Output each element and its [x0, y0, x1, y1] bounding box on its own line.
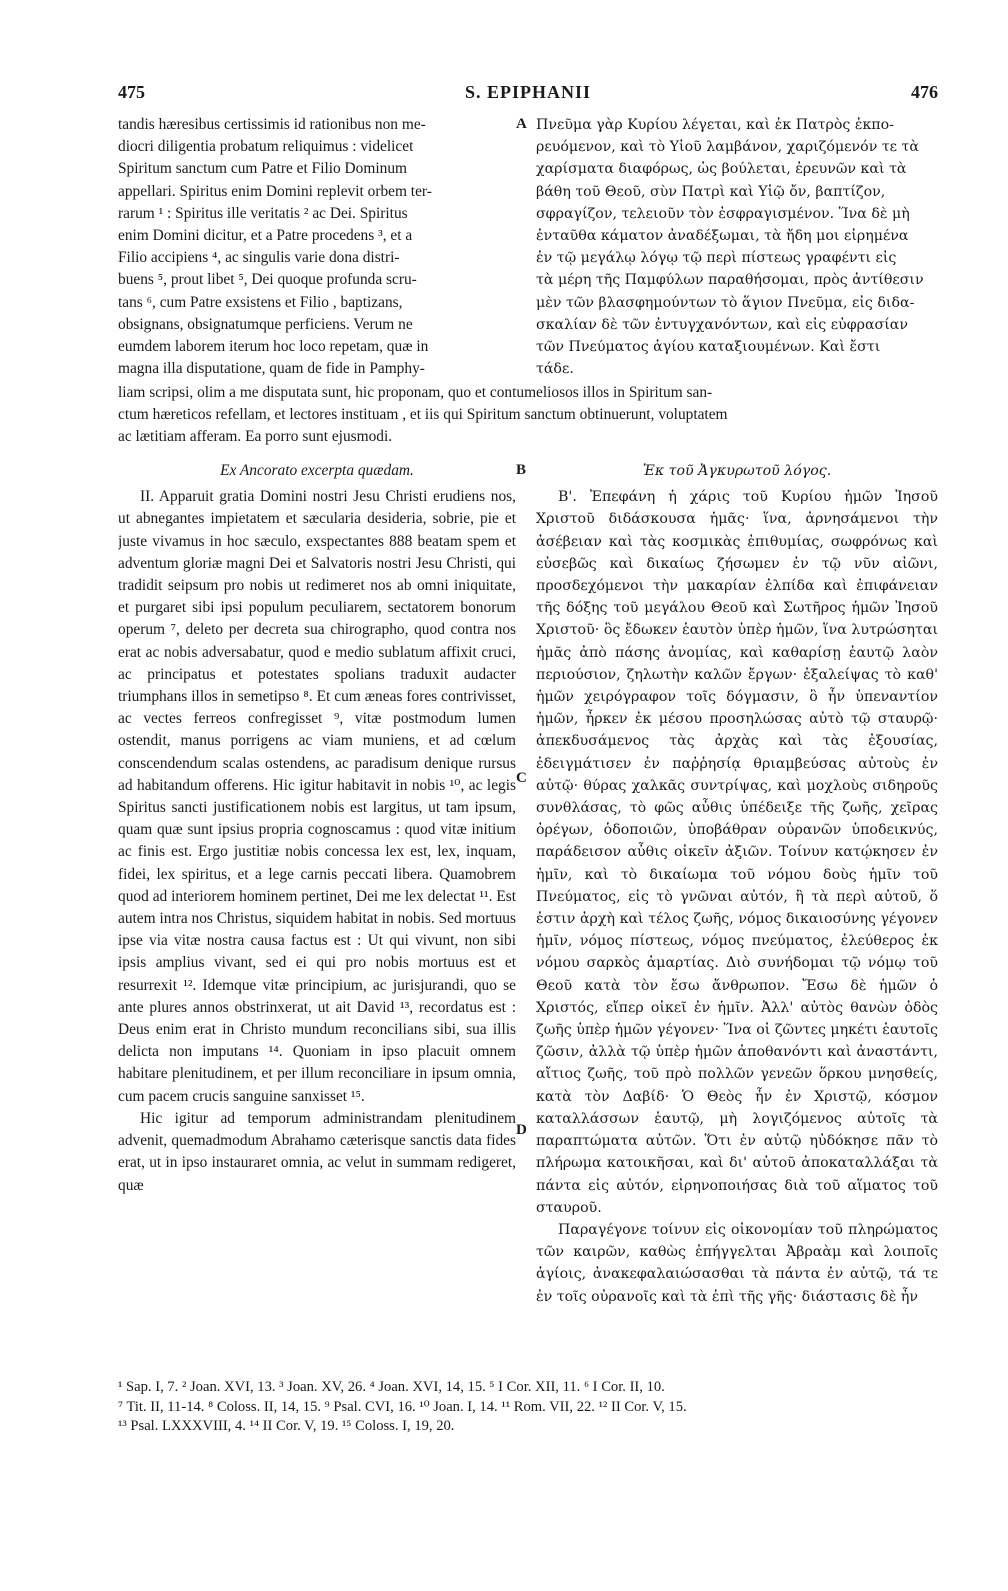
text-line: tans ⁶, cum Patre exsistens et Filio , baptizans, — [118, 293, 403, 311]
greek-section-title: Ἐκ τοῦ Ἀγκυρωτοῦ λόγος. — [642, 463, 832, 479]
text-line: σκαλίαν δὲ τῶν ἐντυγχανόντων, καὶ εἰς εὐφρασίαν — [536, 316, 909, 333]
text-line: eumdem laborem iterum hoc loco repetam, quæ in — [118, 338, 429, 356]
footnote-line: ⁷ Tit. II, 11-14. ⁸ Coloss. II, 14, 15. ⁹ Psal. CVI, 16. ¹⁰ Joan. I, 14. ¹¹ Rom. VII, 22. ¹² II Cor. V, 15. — [118, 1398, 687, 1415]
footnote-line: ¹ Sap. I, 7. ² Joan. XVI, 13. ³ Joan. XV, 26. ⁴ Joan. XVI, 14, 15. ⁵ I Cor. XII, 11. ⁶ I Cor. II, 10. — [118, 1379, 665, 1395]
text-line: diocri diligentia probatum reliquimus : videlicet — [118, 138, 414, 156]
text-line: ctum hæreticos refellam, et lectores instituam , et iis qui Spiritum sanctum obtinuerunt, voluptatem — [118, 406, 728, 424]
text-line: βάθη τοῦ Θεοῦ, σὺν Πατρὶ καὶ Υἱῷ ὄν, βαπτίζον, — [536, 183, 886, 200]
margin-letter-a: A — [516, 116, 527, 132]
margin-letter-b: B — [516, 462, 527, 478]
text-line: appellari. Spiritus enim Domini replevit orbem ter- — [118, 182, 432, 200]
right-page-number: 476 — [911, 82, 938, 102]
left-page-number: 475 — [118, 82, 145, 102]
text-line: Filio accipiens ⁴, ac singulis varie dona distri- — [118, 249, 400, 267]
text-line: ἐν τῷ μεγάλῳ λόγῳ τῷ περὶ πίστεως γραφέντι εἰς — [536, 250, 897, 267]
text-line: tandis hæresibus certissimis id rationibus non me- — [118, 116, 426, 133]
text-line: τῶν Πνεύματος ἁγίου καταξιουμένων. Καὶ ἔστι — [536, 339, 881, 356]
text-line: magna illa disputatione, quam de fide in Pamphy- — [118, 360, 425, 378]
footnotes — [118, 1378, 938, 1437]
full-width-block — [118, 382, 938, 449]
running-title: S. EPIPHANII — [464, 82, 592, 102]
text-line: Spiritum sanctum cum Patre et Filio Dominum — [118, 160, 407, 178]
text-line: enim Domini dicitur, et a Patre procedens ³, et a — [118, 227, 413, 245]
greek-paragraph: Β'. Ἐπεφάνη ἡ χάρις τοῦ Κυρίου ἡμῶν Ἰησοῦ Χριστοῦ διδάσκουσα ἡμᾶς· ἵνα, ἀρνησάμενοι τὴν ἀσέβειαν καὶ τὰς κοσμικὰς ἐπιθυμίας, σωφρόνως καὶ εὐσεβῶς καὶ δικαίως ζήσωμεν ἐν τῷ νῦν αἰῶνι, προσδεχόμενοι τὴν μακαρίαν ἐλπίδα καὶ ἐπιφάνειαν τῆς δόξης τοῦ μεγάλου Θεοῦ καὶ Σωτῆρος ἡμῶν Ἰησοῦ Χριστοῦ· ὃς ἔδωκεν ἑαυτὸν ὑπὲρ ἡμῶν, ἵνα λυτρώσηται ἡμᾶς ἀπὸ πάσης ἀνομίας, καὶ καθαρίσῃ ἑαυτῷ λαὸν περιούσιον, ζηλωτὴν καλῶν ἔργων· ἐξαλείψας τὸ καθ' ἡμῶν χειρόγραφον τοῖς δόγμασιν, ὃ ἦν ὑπεναντίον ἡμῶν, ἦρκεν ἐκ μέσου προσηλώσας αὐτὸ τῷ σταυρῷ· ἀπεκδυσάμενος τὰς ἀρχὰς καὶ τὰς ἐξουσίας, ἐδειγμάτισεν ἐν παῤῥησίᾳ θριαμβεύσας αὐτοὺς ἐν αὐτῷ· θύρας χαλκᾶς συντρίψας, καὶ μοχλοὺς σιδηροῦς συνθλάσας, τὸ φῶς αὖθις ὑπέδειξε τῆς ζωῆς, χεῖρας ὀρέγων, ὁδοποιῶν, ὑποβάθραν οὐρανῶν ὑποδεικνύς, παράδεισον αὖθις οἰκεῖν ἀξιῶν. Τοίνυν κατῴκησεν ἐν ἡμῖν, καὶ τὸ δικαίωμα τοῦ νόμου δοὺς ἡμῖν τοῦ Πνεύματος, εἰς τὸ γνῶναι αὐτόν, ἢ τὰ περὶ αὐτοῦ, ὅ ἐστιν ἀρχὴ καὶ τέλος ζωῆς, νόμος δικαιοσύνης γέγονεν ἡμῖν, νόμος πίστεως, νόμος πνεύματος, ἐλεύθερος ἐκ νόμου σαρκὸς ἁμαρτίας. Διὸ συνήδομαι τῷ νόμῳ τοῦ Θεοῦ κατὰ τὸν ἔσω ἄνθρωπον. Ἔσω δὲ ἡμῶν ὁ Χριστός, εἴπερ οἰκεῖ ἐν ἡμῖν. Ἀλλ' αὐτὸς θανὼν ὁδὸς ζωῆς ὑπὲρ ἡμῶν γέγονεν· Ἵνα οἱ ζῶντες μηκέτι ἑαυτοῖς ζῶσιν, ἀλλὰ τῷ ὑπὲρ ἡμῶν ἀποθανόντι καὶ ἀναστάντι, αἴτιος ζωῆς, τοῦ πρὸ πολλῶν γενεῶν ὅρκου μνησθείς, κατὰ τὸν Δαβίδ· Ὁ Θεὸς ἦν ἐν Χριστῷ, κόσμον καταλλάσσων ἑαυτῷ, μὴ λογιζόμενος αὐτοῖς τὰ παραπτώματα αὐτῶν. Ὅτι ἐν αὐτῷ ηὐδόκησε πᾶν τὸ πλήρωμα κατοικῆσαι, καὶ δι' αὐτοῦ ἀποκαταλλάξαι τὰ πάντα εἰς αὐτόν, εἰρηνοποιήσας διὰ τοῦ αἵματος τοῦ σταυροῦ. — [536, 489, 938, 1216]
margin-letter-c: C — [516, 770, 527, 786]
text-line: ρευόμενον, καὶ τὸ Υἱοῦ λαμβάνον, χαριζόμενόν τε τὰ — [536, 139, 919, 156]
top-latin-column — [118, 114, 516, 382]
text-line: buens ⁵, prout libet ⁵, Dei quoque profunda scru- — [118, 271, 417, 289]
text-line: τὰ μέρη τῆς Παμφύλων παραθήσομαι, πρὸς ἀντίθεσιν — [536, 272, 924, 289]
latin-section-title: Ex Ancorato excerpta quædam. — [220, 462, 414, 479]
greek-paragraph: Παραγέγονε τοίνυν εἰς οἰκονομίαν τοῦ πληρώματος τῶν καιρῶν, καθὼς ἐπήγγελται Ἀβραὰμ καὶ λοιποῖς ἁγίοις, ἀνακεφαλαιώσασθαι τὰ πάντα ἐν αὐτῷ, τά τε ἐν τοῖς οὐρανοῖς καὶ τὰ ἐπὶ τῆς γῆς· διάστασις δὲ ἦν — [536, 1221, 938, 1305]
footnote-line: ¹³ Psal. LXXXVIII, 4. ¹⁴ II Cor. V, 19. ¹⁵ Coloss. I, 19, 20. — [118, 1418, 455, 1434]
text-line: ac lætitiam afferam. Ea porro sunt ejusmodi. — [118, 428, 393, 446]
text-line: rarum ¹ : Spiritus ille veritatis ² ac Dei. Spiritus — [118, 204, 408, 222]
text-line: σφραγίζον, τελειοῦν τὸν ἐσφραγισμένον. Ἵνα δὲ μὴ — [536, 205, 910, 222]
text-line: Πνεῦμα γὰρ Κυρίου λέγεται, καὶ ἐκ Πατρὸς ἐκπο- — [536, 117, 894, 133]
latin-paragraph: Hic igitur ad temporum administrandam plenitudinem advenit, quemadmodum Abrahamo cæterisque sanctis data fides erat, ut in ipso instauraret omnia, ac velut in summam redigeret, quæ — [118, 1109, 516, 1194]
text-line: τάδε. — [536, 361, 574, 378]
text-line: ἐνταῦθα κάματον ἀναδέξωμαι, τὰ ἤδη μοι εἰρημένα — [536, 228, 909, 245]
latin-column — [118, 458, 516, 1372]
margin-letter-d: D — [516, 1122, 527, 1138]
text-line: obsignans, obsignatumque perficiens. Verum ne — [118, 315, 413, 333]
top-greek-column — [536, 114, 938, 382]
text-line: χαρίσματα διαφόρως, ὡς βούλεται, ἐρευνῶν καὶ τὰ — [536, 161, 907, 178]
greek-column — [536, 458, 938, 1372]
text-line: liam scripsi, olim a me disputata sunt, hic proponam, quo et contumeliosos illos in Spiritum san- — [118, 384, 713, 401]
latin-paragraph: II. Apparuit gratia Domini nostri Jesu Christi erudiens nos, ut abnegantes impietatem et sæcularia desideria, sobrie, pie et juste vivamus in hoc sæculo, exspectantes 888 beatam spem et adventum gloriæ magni Dei et Salvatoris nostri Jesu Christi, qui tradidit seipsum pro nobis ut redimeret nos ab omni iniquitate, et purgaret sibi ipsi populum peculiarem, sectatorem bonorum operum ⁷, deleto per decreta sua chirographo, quod contra nos erat ac nobis adversabatur, quod e medio sublatum affixit cruci, ac principatus et potestates spolians traduxit audacter triumphans illos in semetipso ⁸. Et cum æneas fores contrivisset, ac vectes ferreos confregisset ⁹, vitæ postmodum lumen ostendit, manus porrigens ac viam muniens, et ad cœlum conscendendum scalas ostendens, ac paradisum denique rursus ad habitandum offerens. Hic igitur habitavit in nobis ¹⁰, ac legis Spiritus sancti justificationem nobis est largitus, ut tam ipsum, quam quæ sunt ipsius propria cognoscamus : quod vitæ initium ac finis est. Ergo justitiæ nobis concessa lex est, lex, inquam, fidei, lex spiritus, et a lege carnis peccati libera. Quamobrem quod ad interiorem hominem pertinet, Dei me lex delectat ¹¹. Est autem intra nos Christus, siquidem habitat in nobis. Sed mortuus ipse via vitæ nostra causa factus est : Ut qui vivunt, non sibi ipsis amplius vivant, sed ei qui pro nobis mortuus est et resurrexit ¹². Idemque vitæ principium, ac jurisjurandi, quo se ante plures annos obstrinxerat, ut ait David ¹³, recordatus est : Deus enim erat in Christo mundum reconcilians sibi, sua illis delicta non imputans ¹⁴. Quoniam in ipso placuit omnem habitare plenitudinem, et per illum reconciliare in ipsum omnia, cum pacem crucis sanguine sanxisset ¹⁵. — [118, 488, 516, 1105]
page-header — [118, 82, 938, 110]
text-line: μὲν τῶν βλασφημούντων τὸ ἅγιον Πνεῦμα, εἰς διδα- — [536, 294, 915, 311]
